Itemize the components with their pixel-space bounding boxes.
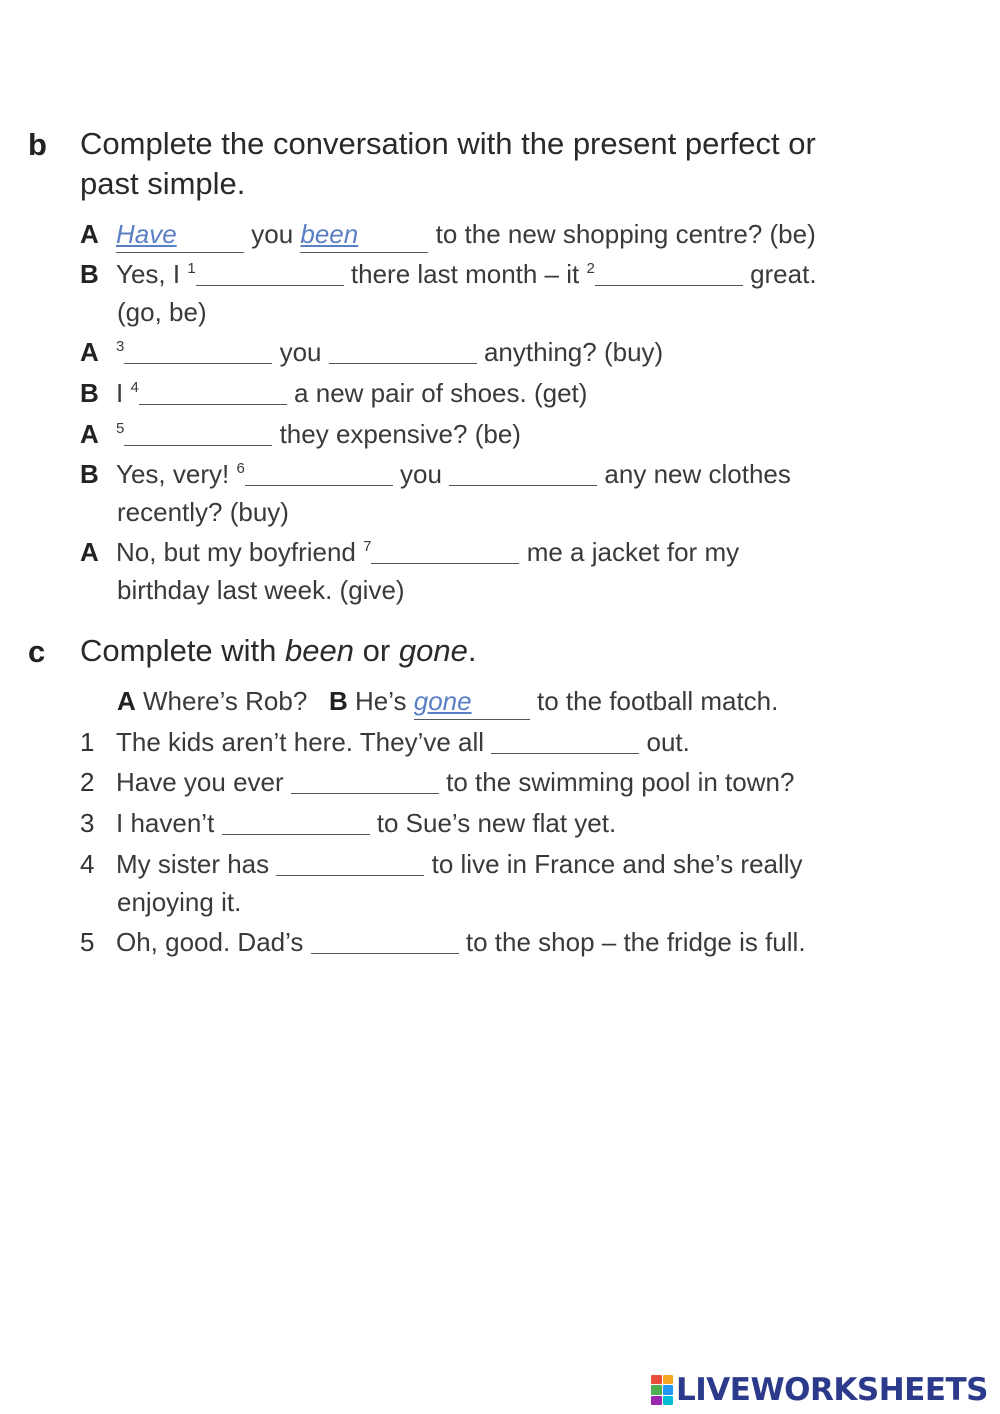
line-text: great. <box>750 259 817 289</box>
section-letter: b <box>28 127 47 162</box>
item-number: 2 <box>80 767 95 797</box>
speaker-label: A <box>80 537 99 567</box>
dialogue-line-1 <box>80 216 816 253</box>
exercise-item-4 <box>80 846 803 882</box>
answer-blank[interactable] <box>124 419 272 446</box>
logo-square <box>663 1396 674 1405</box>
line-text: you <box>400 459 442 489</box>
answer-blank[interactable] <box>245 459 393 486</box>
gap-number: 5 <box>116 420 125 437</box>
line-text: you <box>279 337 322 367</box>
line-continuation: recently? (buy) <box>117 497 289 527</box>
dialogue-line-7 <box>80 534 739 570</box>
answer-blank[interactable] <box>371 537 519 564</box>
logo-square <box>651 1375 662 1384</box>
line-text: Yes, very! <box>116 459 230 489</box>
line-text: anything? (buy) <box>483 337 664 367</box>
answer-blank[interactable] <box>329 337 477 364</box>
line-continuation: birthday last week. (give) <box>117 575 405 605</box>
exercise-item-3 <box>80 805 616 841</box>
gap-number: 4 <box>130 379 139 396</box>
gap-number: 7 <box>363 538 372 555</box>
line-text: to the swimming pool in town? <box>446 767 795 797</box>
line-text: The kids aren’t here. They’ve all <box>116 727 485 757</box>
line-text: to live in France and she’s really <box>431 849 803 879</box>
line-text: I haven’t <box>116 808 215 838</box>
speaker-label: B <box>80 378 99 408</box>
line-continuation: (go, be) <box>117 297 207 327</box>
item-number: 1 <box>80 727 95 757</box>
title-line-2: past simple. <box>80 166 246 201</box>
logo-square <box>663 1385 674 1394</box>
speaker-label: B <box>80 459 99 489</box>
line-text: No, but my boyfriend <box>116 537 356 567</box>
answer-blank[interactable] <box>491 727 639 754</box>
item-number: 3 <box>80 808 95 838</box>
item-number: 4 <box>80 849 95 879</box>
line-text: to the shop – the fridge is full. <box>465 927 806 957</box>
speaker-label: A <box>80 337 99 367</box>
answer-blank[interactable] <box>276 849 424 876</box>
gap-number: 6 <box>236 460 245 477</box>
logo-square <box>651 1385 662 1394</box>
brand-name: LIVEWORKSHEETS <box>676 1372 988 1408</box>
gap-number: 3 <box>116 338 125 355</box>
answer-blank[interactable] <box>311 927 459 954</box>
exercise-item-1 <box>80 724 690 760</box>
gap-number: 1 <box>187 260 196 277</box>
example-line <box>117 683 778 720</box>
line-text: I <box>116 378 124 408</box>
line-text: to the new shopping centre? (be) <box>435 219 816 249</box>
gap-number: 2 <box>586 260 595 277</box>
exercise-item-5 <box>80 924 806 960</box>
section-title <box>80 124 816 204</box>
dialogue-line-4 <box>80 375 587 411</box>
line-text: a new pair of shoes. (get) <box>294 378 588 408</box>
speaker-label: B <box>80 259 99 289</box>
dialogue-line-6 <box>80 456 791 492</box>
line-text: He’s <box>354 686 407 716</box>
answer-blank[interactable] <box>124 337 272 364</box>
answer-blank[interactable] <box>139 378 287 405</box>
line-text: Oh, good. Dad’s <box>116 927 304 957</box>
section-title: Complete with been or gone. <box>80 633 477 668</box>
answer-blank[interactable]: Have <box>116 216 244 253</box>
dialogue-line-2 <box>80 256 817 292</box>
line-text: Yes, I <box>116 259 181 289</box>
speaker-label: A <box>80 219 99 249</box>
liveworksheets-logo <box>651 1372 988 1408</box>
answer-blank[interactable] <box>595 259 743 286</box>
line-text: Where’s Rob? <box>143 686 308 716</box>
line-continuation: enjoying it. <box>117 887 242 917</box>
speaker-label: A <box>80 419 99 449</box>
line-text: you <box>251 219 294 249</box>
speaker-label: A <box>117 686 136 716</box>
speaker-label: B <box>328 686 348 716</box>
section-letter: c <box>28 634 46 669</box>
line-text: My sister has <box>116 849 270 879</box>
line-text: me a jacket for my <box>526 537 740 567</box>
line-text: Have you ever <box>116 767 284 797</box>
dialogue-line-3 <box>80 334 663 370</box>
line-text: there last month – it <box>350 259 580 289</box>
logo-icon <box>651 1375 673 1405</box>
title-line-1: Complete the conversation with the present perfect or <box>80 126 816 161</box>
answer-blank[interactable] <box>449 459 597 486</box>
line-text: to the football match. <box>536 686 779 716</box>
exercise-item-2 <box>80 764 794 800</box>
item-number: 5 <box>80 927 95 957</box>
logo-square <box>663 1375 674 1384</box>
line-text: any new clothes <box>604 459 791 489</box>
dialogue-line-5 <box>80 416 521 452</box>
line-text: out. <box>646 727 690 757</box>
answer-blank[interactable] <box>196 259 344 286</box>
line-text: they expensive? (be) <box>279 419 521 449</box>
answer-blank[interactable]: been <box>300 216 428 253</box>
answer-blank[interactable] <box>222 808 370 835</box>
logo-square <box>651 1396 662 1405</box>
answer-blank[interactable]: gone <box>414 683 530 720</box>
line-text: to Sue’s new flat yet. <box>376 808 617 838</box>
answer-blank[interactable] <box>291 767 439 794</box>
